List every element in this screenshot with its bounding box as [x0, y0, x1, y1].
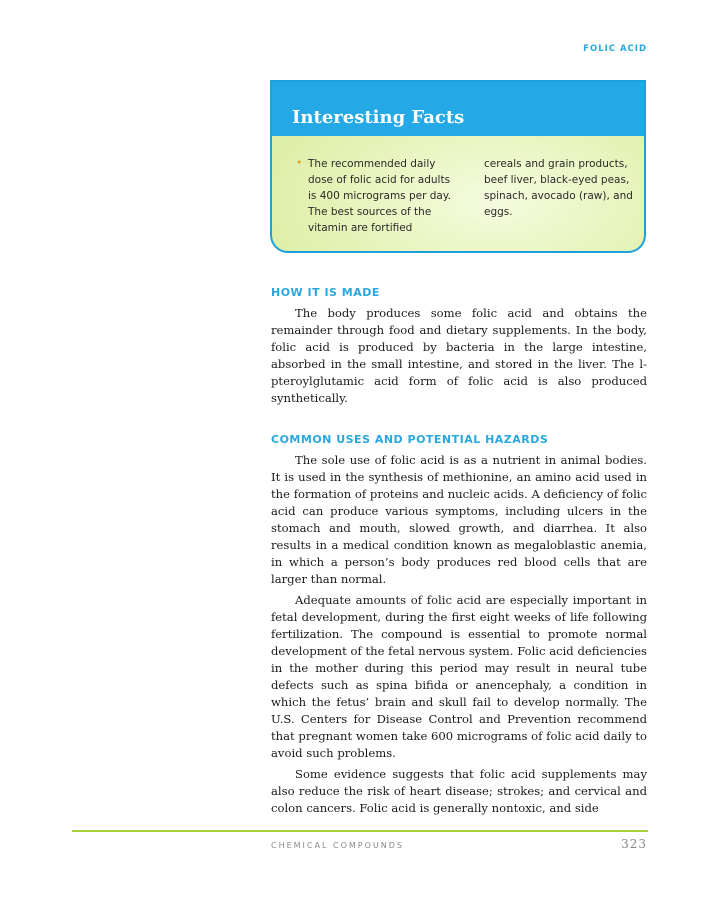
paragraph: Adequate amounts of folic acid are especially important in fetal development, during the first eight weeks of life following fertilization. The compound is essential to promote normal development of the fetal nervous system. Folic acid deficiencies in the mother during this period may result in neural tube defects such as spina bifida or anencephaly, a condition in which the fetus’ brain and skull fail to develop normally. The U.S. Centers for Disease Control and Prevention recommend that pregnant women take 600 micrograms of folic acid daily to avoid such problems.	[271, 593, 647, 760]
running-head: FOLIC ACID	[583, 44, 647, 54]
facts-box-header	[272, 82, 644, 136]
facts-box-title: Interesting Facts	[292, 107, 465, 128]
section-heading-how-it-is-made: HOW IT IS MADE	[271, 286, 380, 299]
facts-left-column: The recommended daily dose of folic acid for adults is 400 micrograms per day. The best sources of the vitamin are fortified	[308, 158, 451, 234]
facts-right-column: cereals and grain products, beef liver, black-eyed peas, spinach, avocado (raw), and eggs.	[484, 158, 633, 218]
footer-book-title: CHEMICAL COMPOUNDS	[271, 841, 404, 850]
page-number: 323	[621, 837, 647, 851]
bullet-icon: •	[296, 156, 303, 169]
paragraph: The body produces some folic acid and obtains the remainder through food and dietary supplements. In the body, folic acid is produced by bacteria in the large intestine, absorbed in the small intestine, and stored in the liver. The l-pteroylglutamic acid form of folic acid is also produced synthetically.	[271, 306, 647, 405]
interesting-facts-box	[270, 80, 646, 253]
paragraph: The sole use of folic acid is as a nutrient in animal bodies. It is used in the synthesis of methionine, an amino acid used in the formation of proteins and nucleic acids. A deficiency of folic acid can produce various symptoms, including ulcers in the stomach and mouth, slowed growth, and diarrhea. It also results in a medical condition known as megaloblastic anemia, in which a person’s body produces red blood cells that are larger than normal.	[271, 453, 647, 586]
paragraph: Some evidence suggests that folic acid supplements may also reduce the risk of heart disease; strokes; and cervical and colon cancers. Folic acid is generally nontoxic, and side	[271, 767, 647, 815]
footer-rule	[72, 830, 648, 832]
section-heading-common-uses: COMMON USES AND POTENTIAL HAZARDS	[271, 433, 549, 446]
